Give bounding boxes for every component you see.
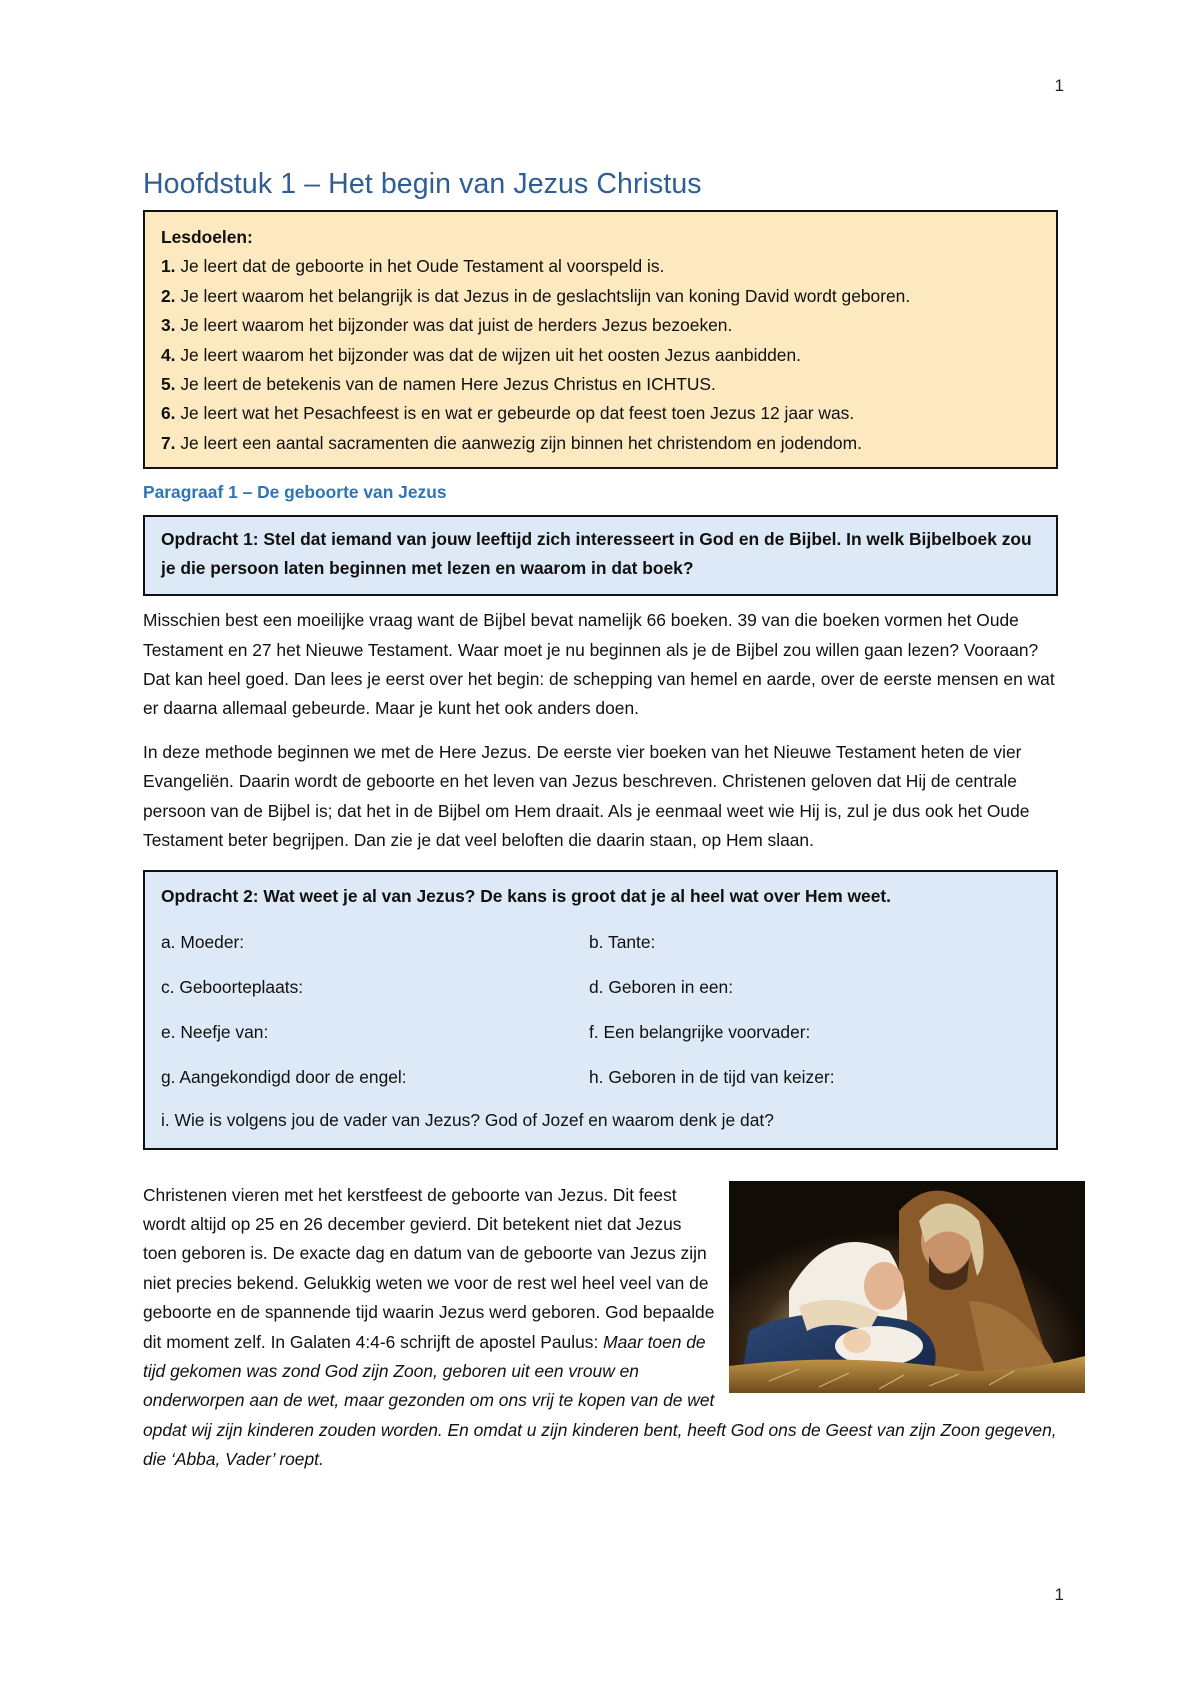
answer-field-mother: a. Moeder: [161, 931, 245, 952]
goal-item: 2. Je leert waarom het belangrijk is dat Jezus in de geslachtslijn van koning David wordt geboren. [161, 285, 911, 306]
assignment-1-box [143, 515, 1058, 596]
answer-field-angel: g. Aangekondigd door de engel: [161, 1066, 407, 1087]
answer-field-father: i. Wie is volgens jou de vader van Jezus? God of Jozef en waarom denk je dat? [161, 1110, 774, 1130]
paragraph-2: In deze methode beginnen we met de Here Jezus. De eerste vier boeken van het Nieuwe Testament heten de vier Evangeliën. Daarin wordt de geboorte en het leven van Jezus beschreven. Christenen geloven dat Hij de centrale persoon van de Bijbel is; dat het in de Bijbel om Hem draait. Als je eenmaal weet wie Hij is, zul je dus ook het Oude Testament beter begrijpen. Dan zie je dat veel beloften die daarin staan, op Hem slaan. [143, 741, 1030, 851]
paragraph-1: Misschien best een moeilijke vraag want de Bijbel bevat namelijk 66 boeken. 39 van die boeken vormen het Oude Testament en 27 het Nieuwe Testament. Waar moet je nu beginnen als je de Bijbel zou willen gaan lezen? Vooraan? Dat kan heel goed. Dan lees je eerst over het begin: de schepping van hemel en aarde, over de eerste mensen en wat er daarna allemaal gebeurde. Maar je kunt het ook anders doen. [143, 610, 1055, 719]
assignment-2-title: Opdracht 2: Wat weet je al van Jezus? De kans is groot dat je al heel wat over Hem weet. [161, 885, 891, 906]
bible-quote: Maar toen de tijd gekomen was zond God zijn Zoon, geboren uit een vrouw en onderworpen aan de wet, maar gezonden om ons vrij te kopen van de wet opdat wij zijn kinderen zouden worden. En omdat u zijn kinderen bent, heeft God ons de Geest van zijn Zoon gegeven, die ‘Abba, Vader’ roept. [143, 1331, 1057, 1470]
paragraph-3-text: Christenen vieren met het kerstfeest de geboorte van Jezus. Dit feest wordt altijd op 25 en 26 december gevierd. Dit betekent niet dat Jezus toen geboren is. De exacte dag en datum van de geboorte van Jezus zijn niet precies bekend. Gelukkig weten we voor de rest wel heel veel van de geboorte en de spannende tijd waarin Jezus werd geboren. God bepaalde dit moment zelf. In Galaten 4:4-6 schrijft de apostel Paulus: [143, 1184, 715, 1352]
goal-item: 3. Je leert waarom het bijzonder was dat juist de herders Jezus bezoeken. [161, 315, 733, 336]
answer-row [161, 965, 1040, 1010]
document-content [143, 168, 1058, 1475]
answer-row [161, 920, 1040, 965]
goal-item: 7. Je leert een aantal sacramenten die aanwezig zijn binnen het christendom en jodendom. [161, 432, 862, 453]
answer-grid [161, 920, 1040, 1142]
section-heading: Paragraaf 1 – De geboorte van Jezus [143, 482, 447, 503]
answer-field-emperor: h. Geboren in de tijd van keizer: [589, 1066, 835, 1087]
assignment-2-box [143, 870, 1058, 1150]
assignment-1-text: Opdracht 1: Stel dat iemand van jouw leeftijd zich interesseert in God en de Bijbel. In welk Bijbelboek zou je die persoon laten beginnen met lezen en waarom in dat boek? [161, 529, 1032, 579]
chapter-title: Hoofdstuk 1 – Het begin van Jezus Christus [143, 168, 702, 200]
answer-field-aunt: b. Tante: [589, 931, 656, 952]
page-number-top: 1 [1054, 76, 1064, 95]
answer-field-birthplace: c. Geboorteplaats: [161, 976, 304, 997]
page-number-bottom: 1 [1054, 1585, 1064, 1604]
goal-item: 6. Je leert wat het Pesachfeest is en wat er gebeurde op dat feest toen Jezus 12 jaar was. [161, 403, 855, 424]
nativity-image [729, 1181, 1085, 1393]
answer-field-ancestor: f. Een belangrijke voorvader: [589, 1021, 811, 1042]
goals-heading: Lesdoelen: [161, 227, 253, 247]
answer-row [161, 1010, 1040, 1055]
goal-item: 1. Je leert dat de geboorte in het Oude Testament al voorspeld is. [161, 256, 665, 277]
learning-goals-box [143, 210, 1058, 469]
goal-item: 4. Je leert waarom het bijzonder was dat de wijzen uit het oosten Jezus aanbidden. [161, 344, 801, 365]
nativity-illustration [729, 1181, 1085, 1393]
answer-row [161, 1055, 1040, 1100]
answer-field-nephew: e. Neefje van: [161, 1021, 269, 1042]
christmas-section [143, 1181, 1058, 1475]
goal-item: 5. Je leert de betekenis van de namen Here Jezus Christus en ICHTUS. [161, 374, 716, 395]
answer-field-born-in: d. Geboren in een: [589, 976, 734, 997]
